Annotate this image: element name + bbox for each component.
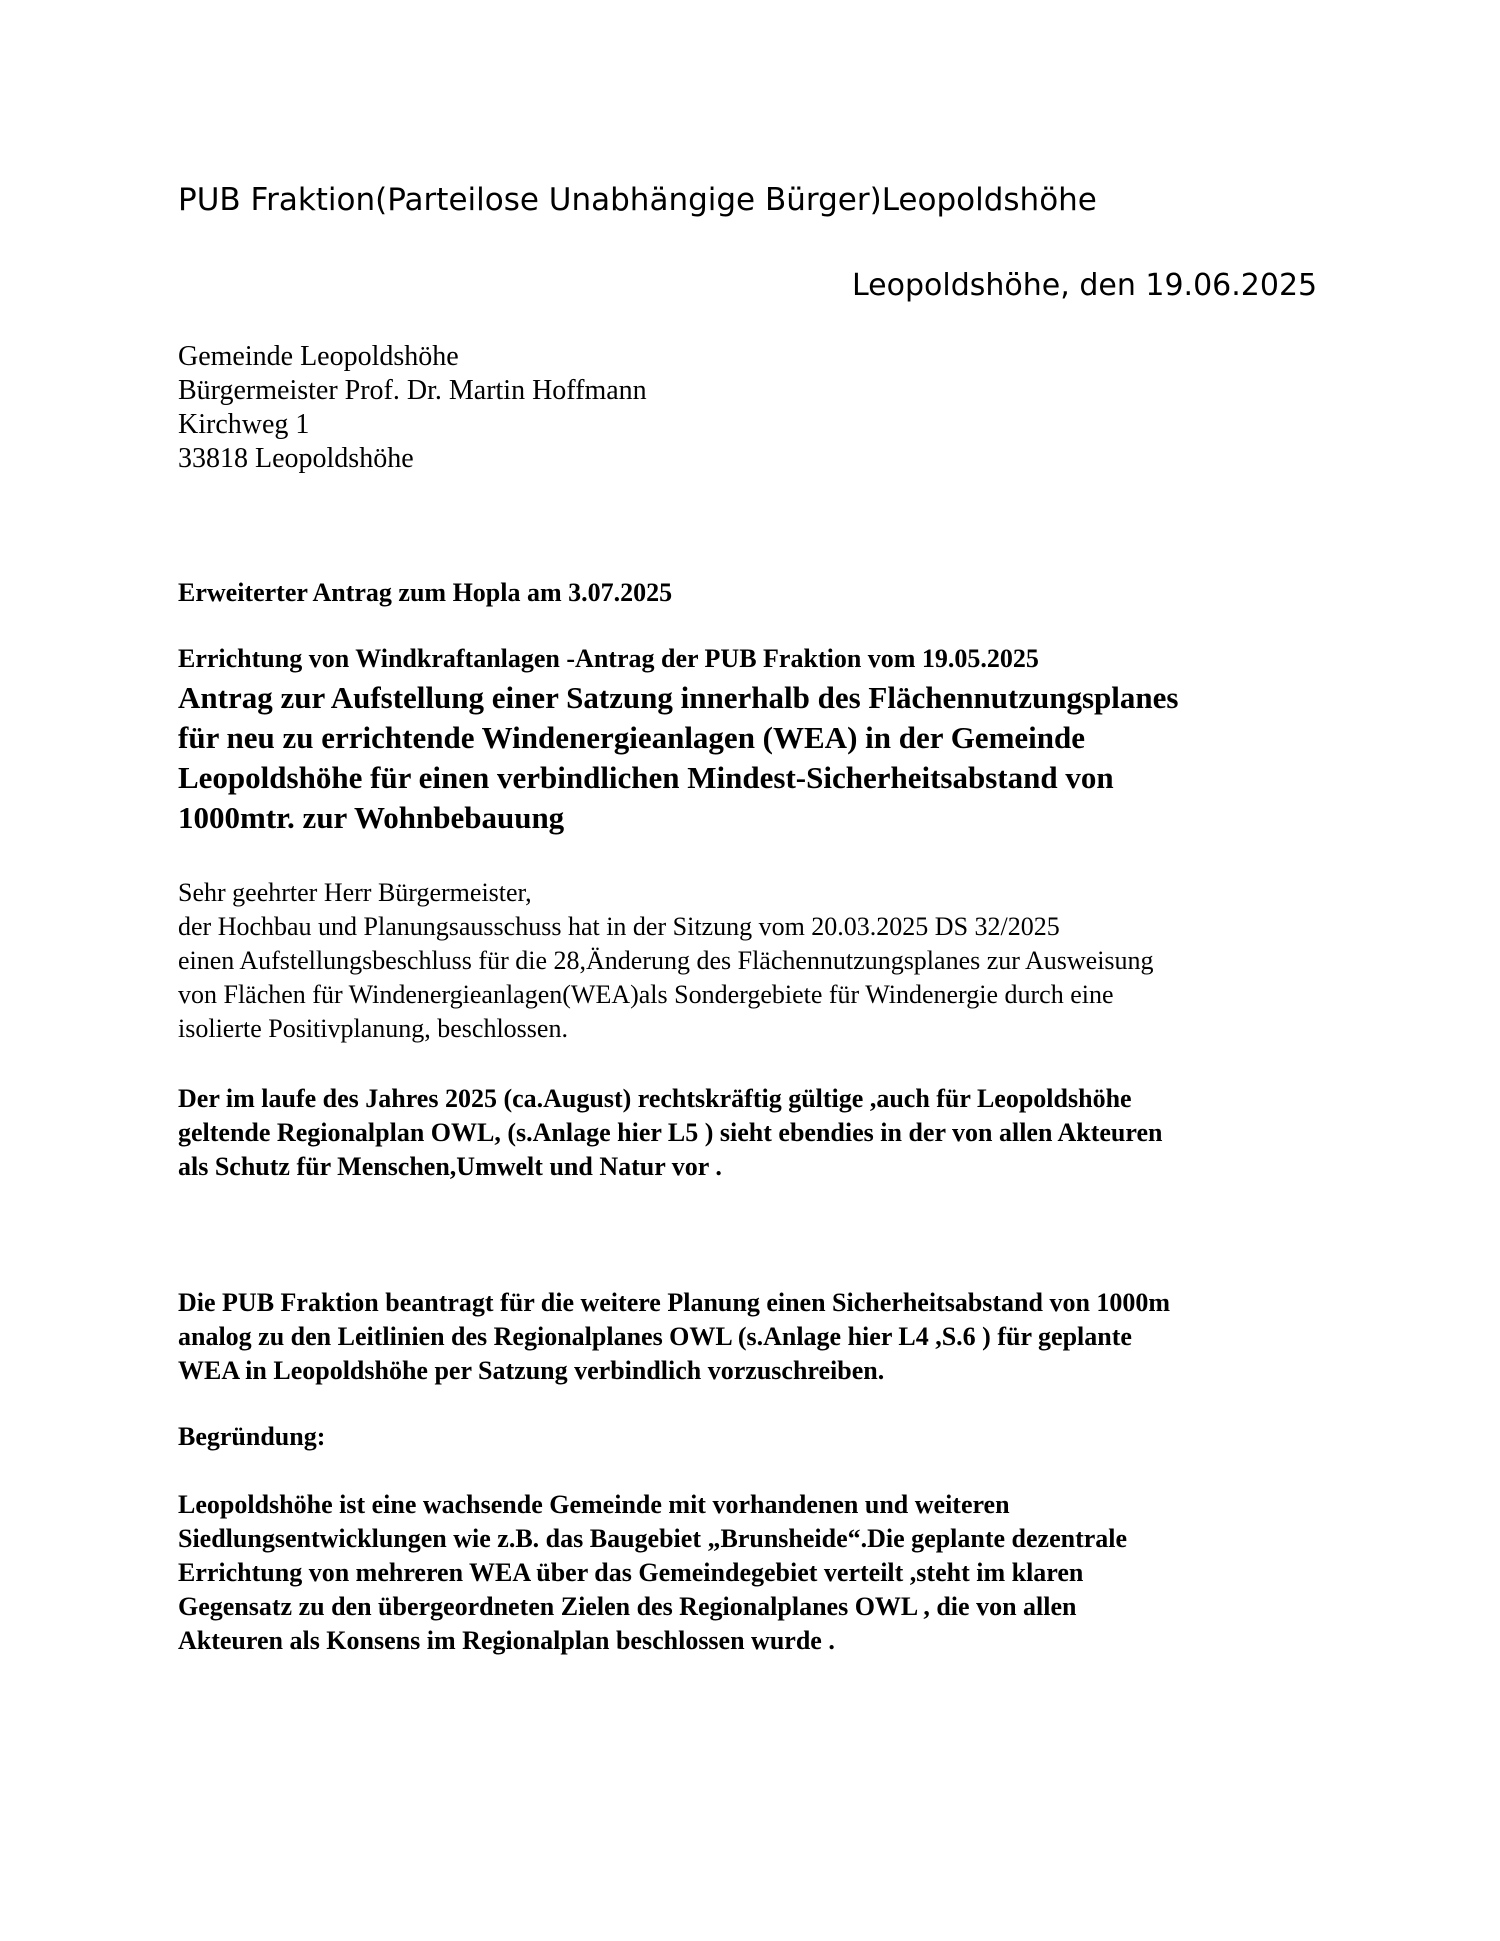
subject-main-line: 1000mtr. zur Wohnbebauung	[178, 800, 565, 835]
organization-header: PUB Fraktion(Parteilose Unabhängige Bürger)Leopoldshöhe	[178, 182, 1097, 218]
paragraph-line: einen Aufstellungsbeschluss für die 28,Änderung des Flächennutzungsplanes zur Ausweisung	[178, 946, 1154, 975]
recipient-line: Bürgermeister Prof. Dr. Martin Hoffmann	[178, 375, 647, 406]
paragraph-line: von Flächen für Windenergieanlagen(WEA)als Sondergebiete für Windenergie durch eine	[178, 980, 1114, 1009]
date-line: Leopoldshöhe, den 19.06.2025	[852, 268, 1318, 303]
paragraph-line: Die PUB Fraktion beantragt für die weitere Planung einen Sicherheitsabstand von 1000m	[178, 1288, 1171, 1317]
paragraph-line: Leopoldshöhe ist eine wachsende Gemeinde mit vorhandenen und weiteren	[178, 1490, 1010, 1519]
subject-main-line: Leopoldshöhe für einen verbindlichen Mindest-Sicherheitsabstand von	[178, 760, 1114, 795]
recipient-line: Kirchweg 1	[178, 409, 310, 440]
paragraph-line: geltende Regionalplan OWL, (s.Anlage hier L5 ) sieht ebendies in der von allen Akteuren	[178, 1118, 1163, 1147]
reason-paragraph	[178, 1488, 1338, 1658]
request-paragraph	[178, 1286, 1338, 1388]
regionalplan-paragraph	[178, 1082, 1338, 1184]
paragraph-line: Akteuren als Konsens im Regionalplan beschlossen wurde .	[178, 1626, 835, 1655]
paragraph-line: als Schutz für Menschen,Umwelt und Natur vor .	[178, 1152, 722, 1181]
paragraph-line: Gegensatz zu den übergeordneten Zielen des Regionalplanes OWL , die von allen	[178, 1592, 1077, 1621]
paragraph-line: isolierte Positivplanung, beschlossen.	[178, 1014, 568, 1043]
paragraph-line: Der im laufe des Jahres 2025 (ca.August) rechtskräftig gültige ,auch für Leopoldshöhe	[178, 1084, 1132, 1113]
subject-line-extended-request: Erweiterter Antrag zum Hopla am 3.07.2025	[178, 578, 673, 607]
recipient-line: 33818 Leopoldshöhe	[178, 443, 414, 474]
salutation-paragraph	[178, 876, 1328, 1046]
subject-main-heading	[178, 678, 1328, 838]
subject-line-wind-turbines: Errichtung von Windkraftanlagen -Antrag der PUB Fraktion vom 19.05.2025	[178, 644, 1039, 673]
recipient-line: Gemeinde Leopoldshöhe	[178, 341, 459, 372]
paragraph-line: Siedlungsentwicklungen wie z.B. das Baugebiet „Brunsheide“.Die geplante dezentrale	[178, 1524, 1128, 1553]
subject-main-line: für neu zu errichtende Windenergieanlagen (WEA) in der Gemeinde	[178, 720, 1086, 755]
paragraph-line: analog zu den Leitlinien des Regionalplanes OWL (s.Anlage hier L4 ,S.6 ) für geplante	[178, 1322, 1132, 1351]
recipient-address	[178, 340, 647, 476]
paragraph-line: Sehr geehrter Herr Bürgermeister,	[178, 878, 532, 907]
subject-main-line: Antrag zur Aufstellung einer Satzung innerhalb des Flächennutzungsplanes	[178, 680, 1179, 715]
paragraph-line: WEA in Leopoldshöhe per Satzung verbindlich vorzuschreiben.	[178, 1356, 885, 1385]
paragraph-line: Errichtung von mehreren WEA über das Gemeindegebiet verteilt ,steht im klaren	[178, 1558, 1084, 1587]
reason-heading: Begründung:	[178, 1422, 326, 1451]
paragraph-line: der Hochbau und Planungsausschuss hat in der Sitzung vom 20.03.2025 DS 32/2025	[178, 912, 1060, 941]
